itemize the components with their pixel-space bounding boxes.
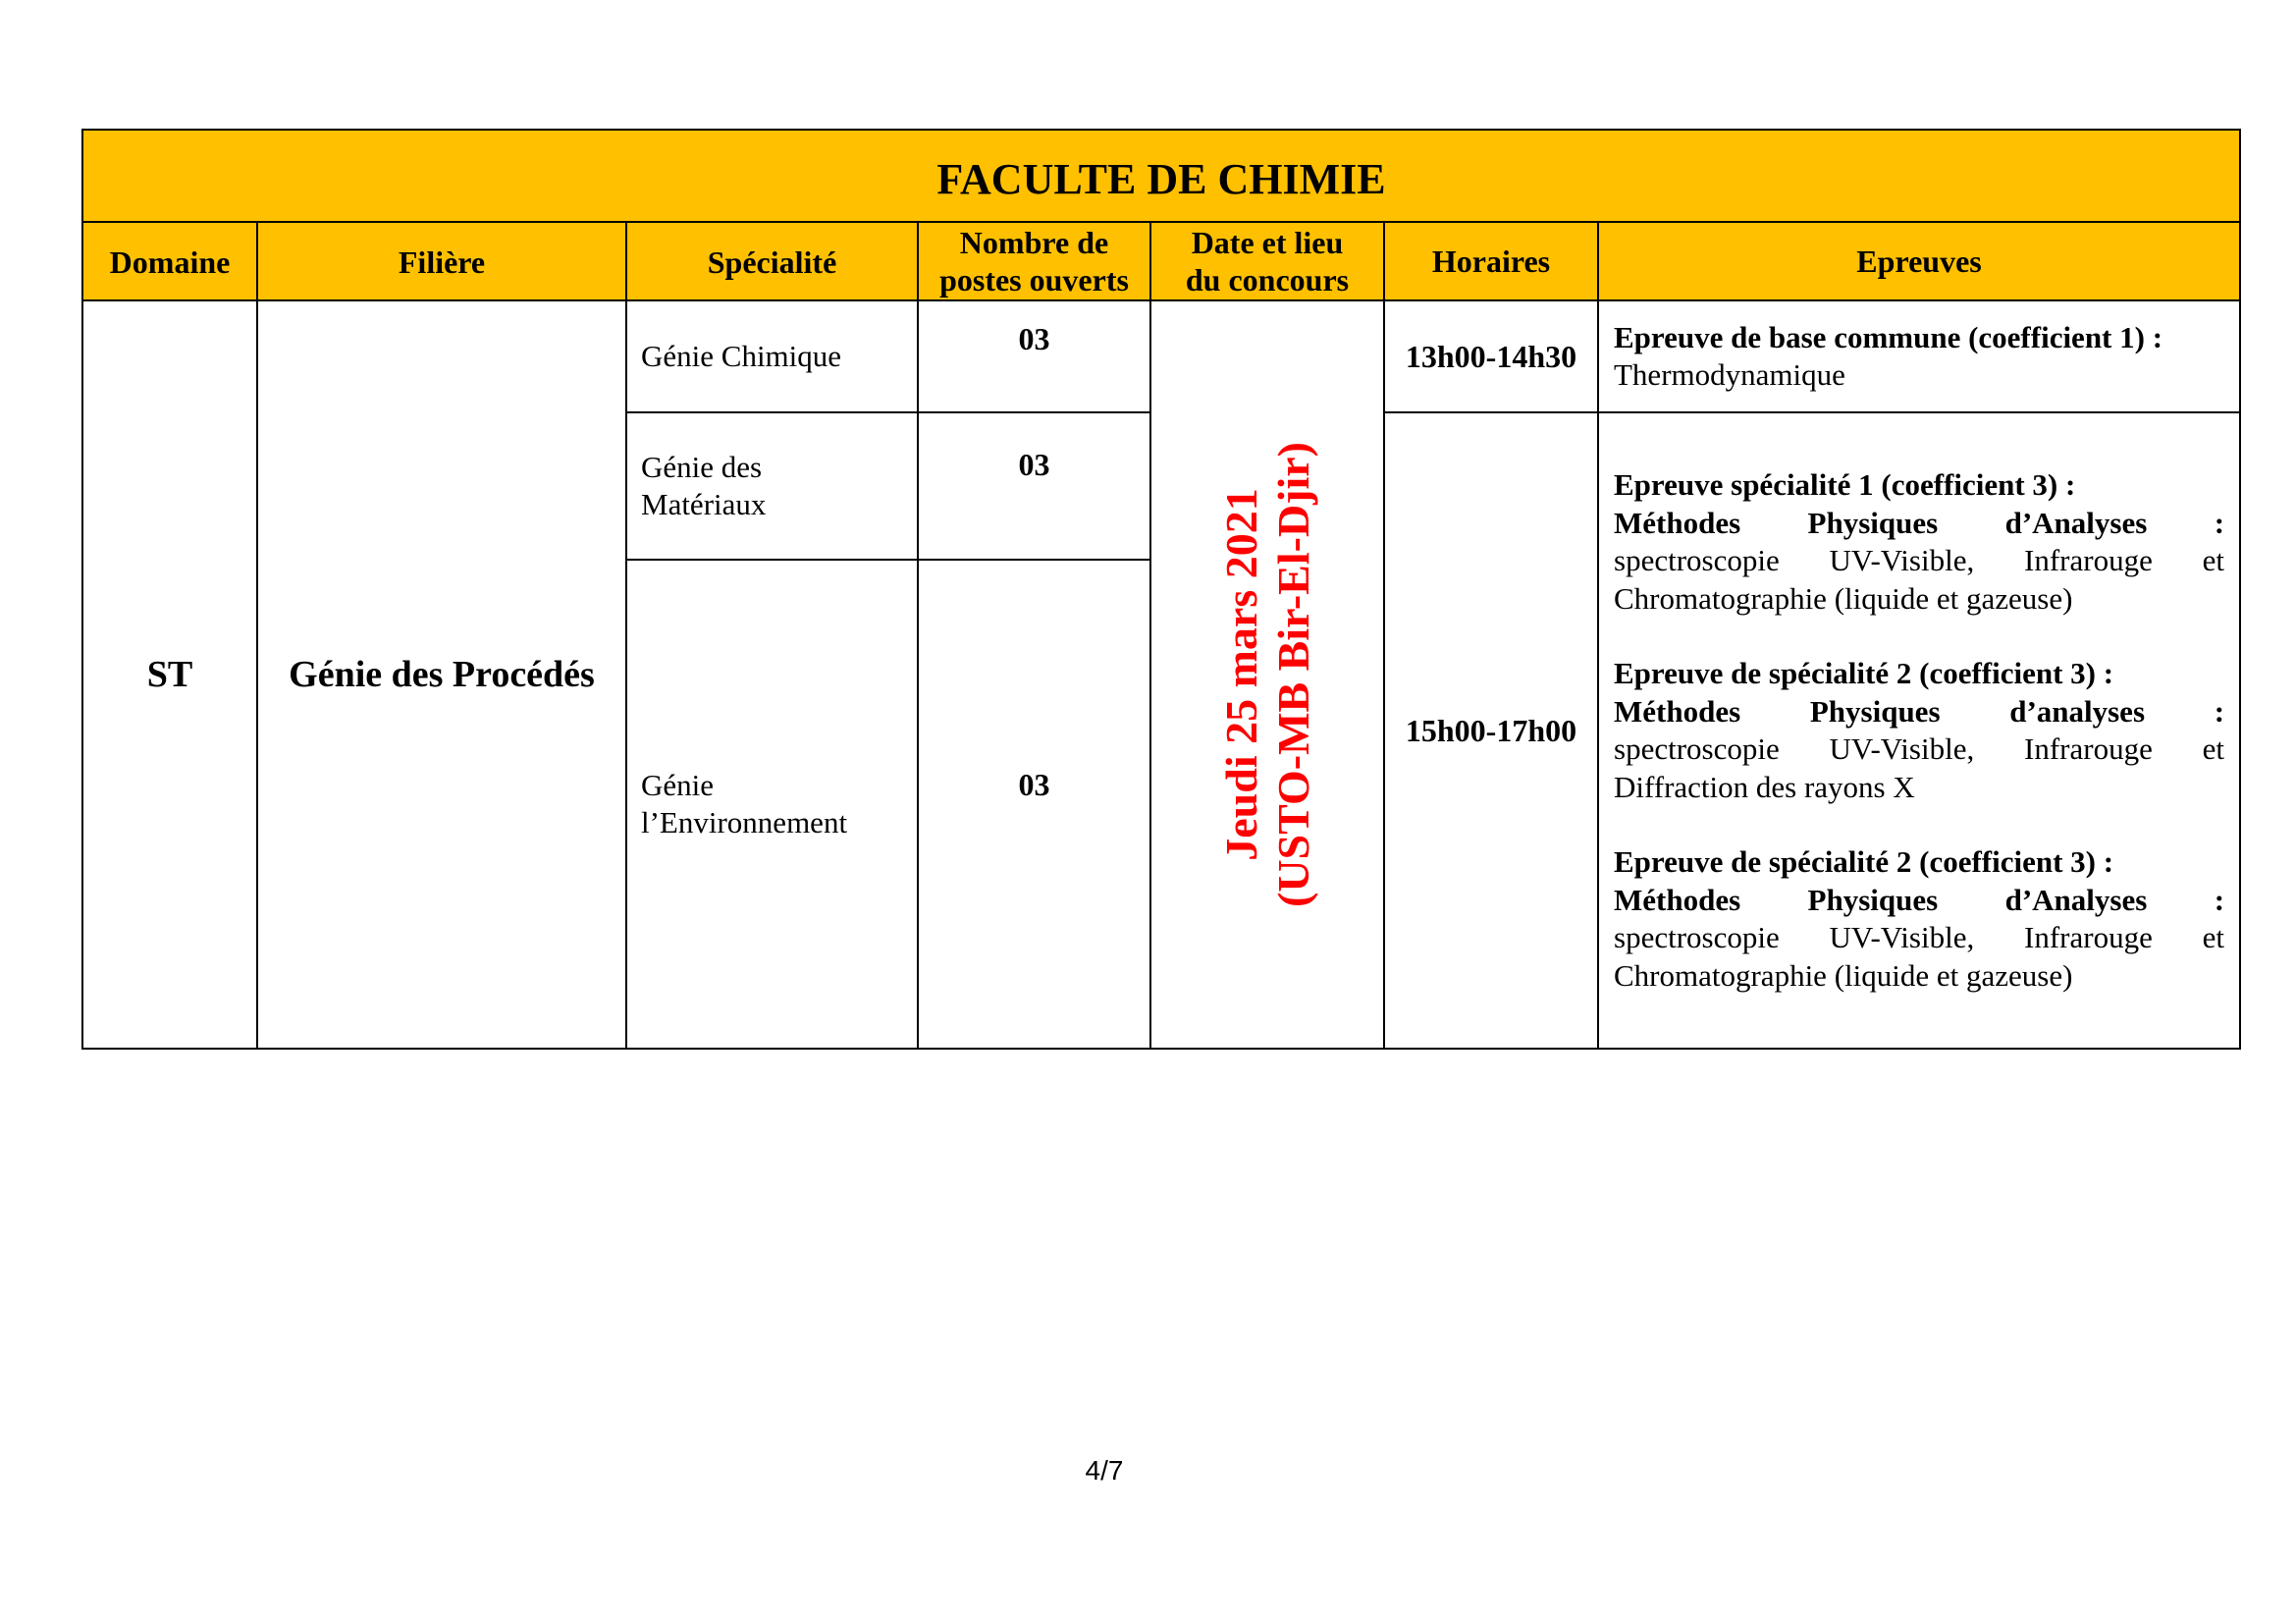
header-horaires: Horaires [1384,222,1598,300]
specialite-cell [626,300,918,412]
header-date-line1: Date et lieu [1191,225,1344,260]
epreuve-line: Chromatographie (liquide et gazeuse) [1614,957,2073,993]
epreuve-line: Diffraction des rayons X [1614,769,1915,804]
header-date [1150,222,1384,300]
epreuve-specialite-block [1614,843,2224,995]
postes-cell: 03 [918,300,1150,412]
epreuve-line: spectroscopie UV-Visible, Infrarouge et [1614,543,2225,577]
concours-table [81,129,2241,1050]
epreuve-heading: Epreuve de spécialité 2 (coefficient 3) : [1614,656,2114,690]
lieu-line: (USTO-MB Bir-El-Djir) [1268,442,1318,907]
epreuve-base-content: Thermodynamique [1614,357,1845,392]
domaine-cell: ST [82,300,257,1049]
epreuve-base-cell [1598,300,2240,412]
date-cell [1150,300,1384,1049]
header-filiere: Filière [257,222,626,300]
epreuve-line: spectroscopie UV-Visible, Infrarouge et [1614,731,2225,766]
specialite-line: Génie Chimique [641,339,842,373]
date-lieu-text [1215,442,1319,907]
filiere-cell: Génie des Procédés [257,300,626,1049]
header-postes-line1: Nombre de [959,225,1109,260]
epreuve-subject: Méthodes Physiques d’analyses : [1614,693,2225,729]
horaire-cell: 15h00-17h00 [1384,412,1598,1049]
specialite-cell [626,560,918,1049]
header-postes-line2: postes ouverts [939,262,1129,298]
postes-cell: 03 [918,412,1150,560]
header-epreuves: Epreuves [1598,222,2240,300]
specialite-line: l’Environnement [641,805,848,839]
epreuve-heading: Epreuve spécialité 1 (coefficient 3) : [1614,467,2076,502]
epreuve-subject: Méthodes Physiques d’Analyses : [1614,505,2225,540]
epreuve-specialite-block [1614,655,2224,806]
faculty-title: FACULTE DE CHIMIE [82,130,2240,222]
specialite-cell [626,412,918,560]
date-line: Jeudi 25 mars 2021 [1216,488,1266,861]
header-specialite: Spécialité [626,222,918,300]
header-date-line2: du concours [1185,262,1350,298]
postes-cell: 03 [918,560,1150,1049]
epreuve-line: spectroscopie UV-Visible, Infrarouge et [1614,920,2225,954]
page-number: 4/7 [1085,1455,1124,1486]
header-domaine: Domaine [82,222,257,300]
epreuves-specialite-cell [1598,412,2240,1049]
epreuve-subject: Méthodes Physiques d’Analyses : [1614,882,2225,917]
epreuve-base-heading: Epreuve de base commune (coefficient 1) : [1614,319,2163,354]
header-postes [918,222,1150,300]
epreuve-line: Chromatographie (liquide et gazeuse) [1614,580,2073,616]
specialite-line: Génie des [641,450,763,484]
specialite-line: Génie [641,768,715,802]
horaire-cell: 13h00-14h30 [1384,300,1598,412]
specialite-line: Matériaux [641,487,767,521]
epreuve-heading: Epreuve de spécialité 2 (coefficient 3) : [1614,844,2114,879]
epreuve-specialite-block [1614,466,2224,618]
